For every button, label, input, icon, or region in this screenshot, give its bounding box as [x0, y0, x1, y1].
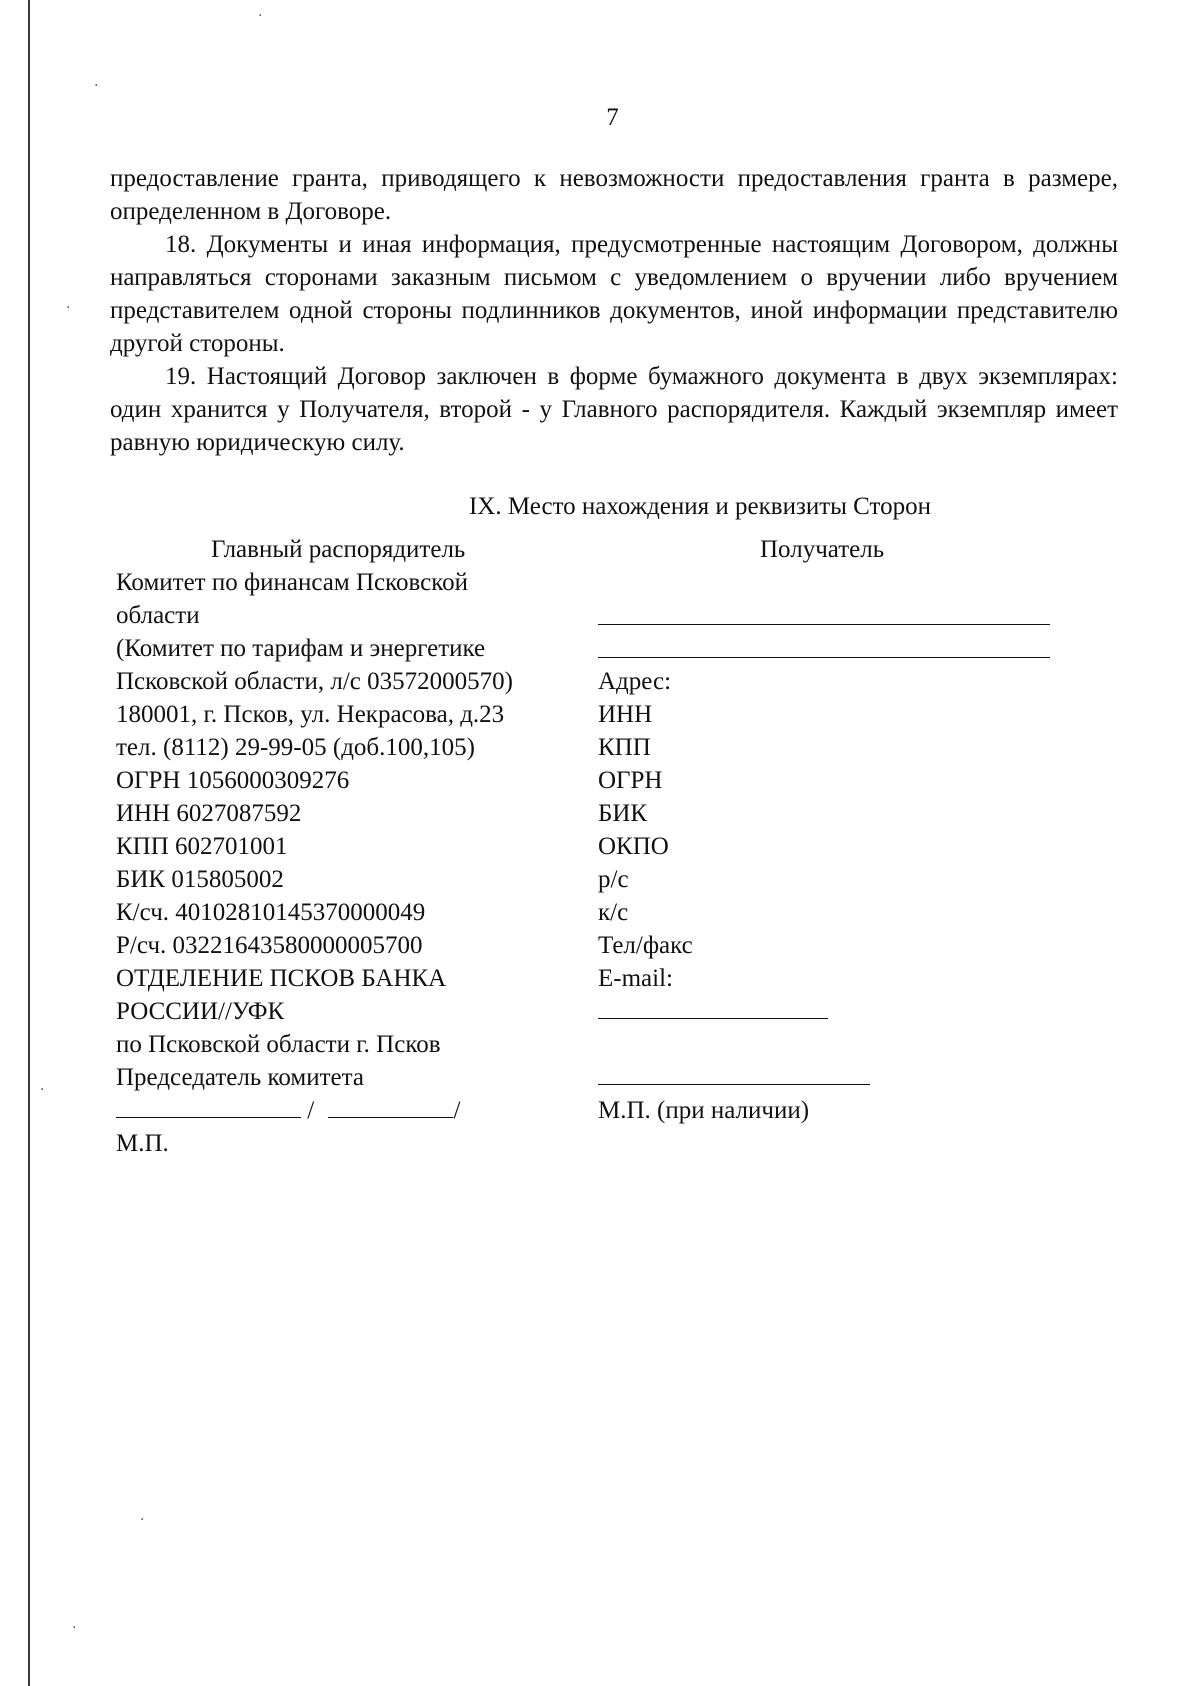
recipient-inn-field: ИНН — [598, 701, 653, 728]
name-blank — [328, 1095, 453, 1118]
recipient-address-field: Адрес: — [598, 668, 672, 695]
recipient-signature-space — [598, 995, 1058, 1094]
signature-blank — [116, 1095, 301, 1118]
scan-speck: · — [258, 8, 263, 24]
grantor-line: Комитет по финансам Псковской — [116, 569, 469, 596]
scan-speck: · — [140, 1512, 145, 1528]
grantor-phone: тел. (8112) 29-99-05 (доб.100,105) — [116, 734, 475, 761]
recipient-bik-field: БИК — [598, 800, 648, 827]
signature-separator: / — [453, 1097, 461, 1124]
contract-body — [110, 162, 1118, 459]
scan-speck: · — [72, 1620, 77, 1636]
page-number: 7 — [606, 104, 619, 131]
recipient-name-space — [598, 566, 1058, 665]
paragraph-19: 19. Настоящий Договор заключен в форме бумажного документа в двух экземплярах: один хранится у Получателя, второй - у Главного распорядителя. Каждый экземпляр имеет равную юридическую силу. — [110, 363, 1118, 456]
grantor-inn: ИНН 6027087592 — [116, 800, 302, 827]
grantor-line: (Комитет по тарифам и энергетике — [116, 635, 486, 662]
grantor-bank: по Псковской области г. Псков — [116, 1031, 441, 1058]
grantor-line: области — [116, 602, 200, 629]
recipient-header: Получатель — [760, 536, 885, 563]
recipient-name-blank-line — [598, 1084, 870, 1085]
grantor-bank: РОССИИ//УФК — [116, 998, 285, 1025]
grantor-address: 180001, г. Псков, ул. Некрасова, д.23 — [116, 701, 505, 728]
grantor-details — [116, 533, 596, 1160]
signature-separator: / — [307, 1097, 315, 1124]
grantor-line: Псковской области, л/с 03572000570) — [116, 668, 513, 695]
paragraph-continuation: предоставление гранта, приводящего к невозможности предоставления гранта в размере, определенном в Договоре. — [110, 165, 1118, 225]
recipient-corr-field: к/с — [598, 899, 629, 926]
grantor-kpp: КПП 602701001 — [116, 833, 288, 860]
recipient-phone-field: Тел/факс — [598, 932, 693, 959]
recipient-seal: М.П. (при наличии) — [598, 1097, 810, 1124]
scan-edge-line — [28, 0, 30, 1686]
scan-speck: · — [66, 300, 71, 316]
grantor-signatory: Председатель комитета — [116, 1064, 364, 1091]
grantor-bank: ОТДЕЛЕНИЕ ПСКОВ БАНКА — [116, 965, 447, 992]
grantor-corr-account: К/сч. 40102810145370000049 — [116, 899, 426, 926]
recipient-kpp-field: КПП — [598, 734, 651, 761]
recipient-settlement-field: р/с — [598, 866, 629, 893]
grantor-header: Главный распорядитель — [211, 536, 466, 563]
grantor-signature-row — [116, 1094, 596, 1127]
recipient-signature-line — [598, 1018, 828, 1019]
recipient-okpo-field: ОКПО — [598, 833, 669, 860]
recipient-name-line — [598, 624, 1050, 625]
grantor-settlement-account: Р/сч. 03221643580000005700 — [116, 932, 423, 959]
recipient-details — [598, 533, 1058, 1127]
paragraph-18: 18. Документы и иная информация, предусмотренные настоящим Договором, должны направляться сторонами заказным письмом с уведомлением о вручении либо вручением представителем одной стороны подлинников документов, иной информации представителю другой стороны. — [110, 231, 1118, 357]
recipient-ogrn-field: ОГРН — [598, 767, 663, 794]
recipient-name-line — [598, 657, 1050, 658]
grantor-ogrn: ОГРН 1056000309276 — [116, 767, 350, 794]
scan-speck: · — [40, 1082, 45, 1098]
scan-speck: · — [94, 78, 99, 94]
recipient-email-field: E-mail: — [598, 965, 673, 992]
section-title: IX. Место нахождения и реквизиты Сторон — [468, 493, 932, 520]
grantor-bik: БИК 015805002 — [116, 866, 284, 893]
grantor-seal: М.П. — [116, 1130, 169, 1157]
